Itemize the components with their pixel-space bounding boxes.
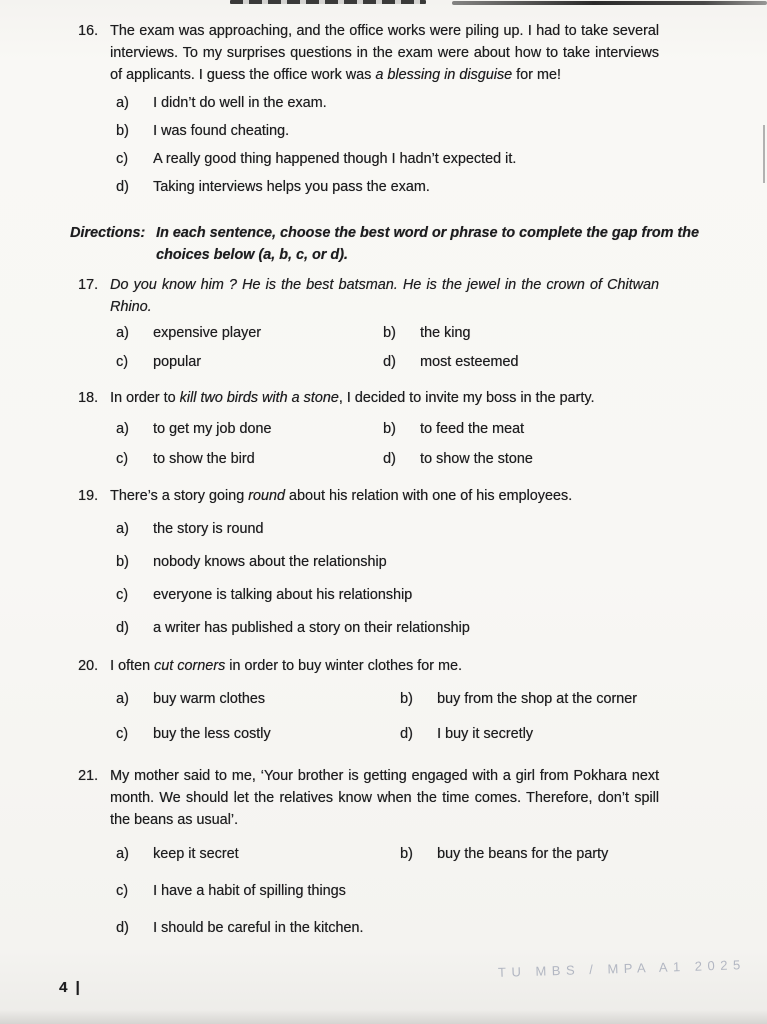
stem-text: I often	[110, 658, 155, 674]
option-letter: c)	[116, 883, 128, 899]
directions	[70, 222, 767, 266]
option-a	[116, 843, 400, 865]
option-d	[383, 351, 727, 373]
question-number: 16.	[78, 23, 99, 39]
option-letter: b)	[116, 554, 129, 570]
option-d	[400, 723, 727, 745]
option-d	[383, 448, 727, 470]
scan-artifact-right-edge	[763, 125, 765, 183]
question-18-stem-row	[78, 387, 767, 409]
option-b	[383, 418, 727, 440]
option-a	[116, 518, 727, 540]
option-text: A really good thing happened though I hadn’t expected it.	[153, 151, 517, 167]
question-17-stem-row	[78, 274, 767, 318]
option-text: popular	[153, 354, 202, 370]
option-text: the king	[420, 325, 471, 341]
option-letter: c)	[116, 587, 128, 603]
stem-text: There’s a story going	[110, 488, 249, 504]
options-list	[116, 418, 767, 470]
option-d	[116, 617, 727, 639]
scan-artifact-bottom-shade	[0, 1010, 767, 1024]
option-letter: b)	[383, 421, 396, 437]
option-letter: b)	[383, 325, 396, 341]
question-21	[78, 765, 767, 939]
option-letter: d)	[116, 920, 129, 936]
options-list	[116, 518, 767, 639]
stem-text: In order to	[110, 390, 180, 406]
option-c	[116, 351, 383, 373]
option-letter: d)	[116, 620, 129, 636]
option-text: to show the stone	[420, 451, 533, 467]
question-19-stem-row	[78, 485, 767, 507]
directions-text: In each sentence, choose the best word or phrase to complete the gap from the choices below (a, b, c, or d).	[156, 225, 699, 263]
options-list	[116, 92, 767, 198]
option-text: everyone is talking about his relationship	[153, 587, 413, 603]
question-number: 17.	[78, 277, 99, 293]
watermark: TU MBS / MPA A1 2025	[497, 957, 746, 980]
option-letter: b)	[116, 123, 129, 139]
option-a	[116, 688, 400, 710]
option-c	[116, 448, 383, 470]
option-text: to get my job done	[153, 421, 272, 437]
option-text: I didn’t do well in the exam.	[153, 95, 327, 111]
question-17	[78, 274, 767, 373]
question-stem	[110, 655, 712, 677]
option-letter: d)	[116, 179, 129, 195]
option-text: most esteemed	[420, 354, 519, 370]
option-letter: a)	[116, 846, 129, 862]
stem-italic-text: cut corners	[154, 658, 226, 674]
question-21-stem-row	[78, 765, 767, 831]
option-letter: d)	[383, 451, 396, 467]
question-20	[78, 655, 767, 745]
option-c	[116, 584, 727, 606]
question-stem	[110, 485, 712, 507]
option-letter: c)	[116, 354, 128, 370]
option-text: keep it secret	[153, 846, 239, 862]
option-text: to feed the meat	[420, 421, 525, 437]
option-b	[383, 322, 727, 344]
stem-italic-text: Do you know him ? He is the best batsman. He is the jewel in the crown of Chitwan Rhino.	[110, 277, 659, 315]
question-19	[78, 485, 767, 639]
stem-text: My mother said to me, ‘Your brother is getting engaged with a girl from Pokhara next month. We should let the relatives know when the time comes. Therefore, don’t spill the beans as usual’.	[110, 768, 659, 828]
option-text: nobody knows about the relationship	[153, 554, 387, 570]
stem-text: for me!	[512, 67, 561, 83]
stem-italic-text: round	[248, 488, 285, 504]
stem-text: , I decided to invite my boss in the party.	[338, 390, 595, 406]
option-letter: a)	[116, 521, 129, 537]
question-number: 18.	[78, 390, 99, 406]
option-letter: a)	[116, 421, 129, 437]
question-number: 19.	[78, 488, 99, 504]
option-text: buy warm clothes	[153, 691, 265, 707]
option-text: to show the bird	[153, 451, 255, 467]
option-letter: b)	[400, 691, 413, 707]
option-d	[116, 176, 727, 198]
option-letter: a)	[116, 325, 129, 341]
question-number: 21.	[78, 768, 99, 784]
option-letter: c)	[116, 151, 128, 167]
option-c	[116, 880, 400, 902]
option-c	[116, 148, 727, 170]
option-letter: a)	[116, 95, 129, 111]
question-16-stem-row	[78, 20, 767, 86]
option-letter: c)	[116, 451, 128, 467]
question-stem	[110, 274, 712, 318]
option-letter: a)	[116, 691, 129, 707]
question-number: 20.	[78, 658, 99, 674]
stem-italic-text: a blessing in disguise	[375, 67, 513, 83]
option-text: I buy it secretly	[437, 726, 533, 742]
options-list	[116, 843, 767, 939]
option-d	[116, 917, 400, 939]
stem-text: The exam was approaching, and the office works were piling up. I had to take several interviews. To my surprises questions in the exam were about how to take interviews of applicants. I guess the office work was	[110, 23, 659, 83]
scan-artifact-top-left	[230, 0, 426, 4]
question-20-stem-row	[78, 655, 767, 677]
stem-text: in order to buy winter clothes for me.	[225, 658, 462, 674]
scan-artifact-top-right	[452, 1, 767, 5]
option-text: buy from the shop at the corner	[437, 691, 637, 707]
option-text: I have a habit of spilling things	[153, 883, 346, 899]
option-letter: d)	[383, 354, 396, 370]
option-text: the story is round	[153, 521, 264, 537]
option-letter: d)	[400, 726, 413, 742]
option-text: I should be careful in the kitchen.	[153, 920, 364, 936]
question-18	[78, 387, 767, 470]
option-text: expensive player	[153, 325, 261, 341]
stem-text: about his relation with one of his employees.	[284, 488, 573, 504]
directions-label: Directions:	[70, 225, 146, 241]
stem-italic-text: kill two birds with a stone	[179, 390, 339, 406]
options-list	[116, 322, 767, 373]
option-text: Taking interviews helps you pass the exam.	[153, 179, 430, 195]
option-letter: c)	[116, 726, 128, 742]
option-a	[116, 418, 383, 440]
option-b	[116, 551, 727, 573]
option-b	[400, 688, 727, 710]
option-b	[116, 120, 727, 142]
question-stem	[110, 765, 712, 831]
question-stem	[110, 20, 712, 86]
option-text: I was found cheating.	[153, 123, 290, 139]
option-b	[400, 843, 727, 865]
option-c	[116, 723, 400, 745]
option-text: buy the beans for the party	[437, 846, 609, 862]
page-number: 4 |	[59, 979, 82, 996]
option-text: a writer has published a story on their relationship	[153, 620, 470, 636]
question-stem	[110, 387, 712, 409]
option-a	[116, 322, 383, 344]
option-text: buy the less costly	[153, 726, 271, 742]
option-a	[116, 92, 727, 114]
question-16	[78, 20, 767, 198]
option-letter: b)	[400, 846, 413, 862]
options-list	[116, 688, 767, 745]
